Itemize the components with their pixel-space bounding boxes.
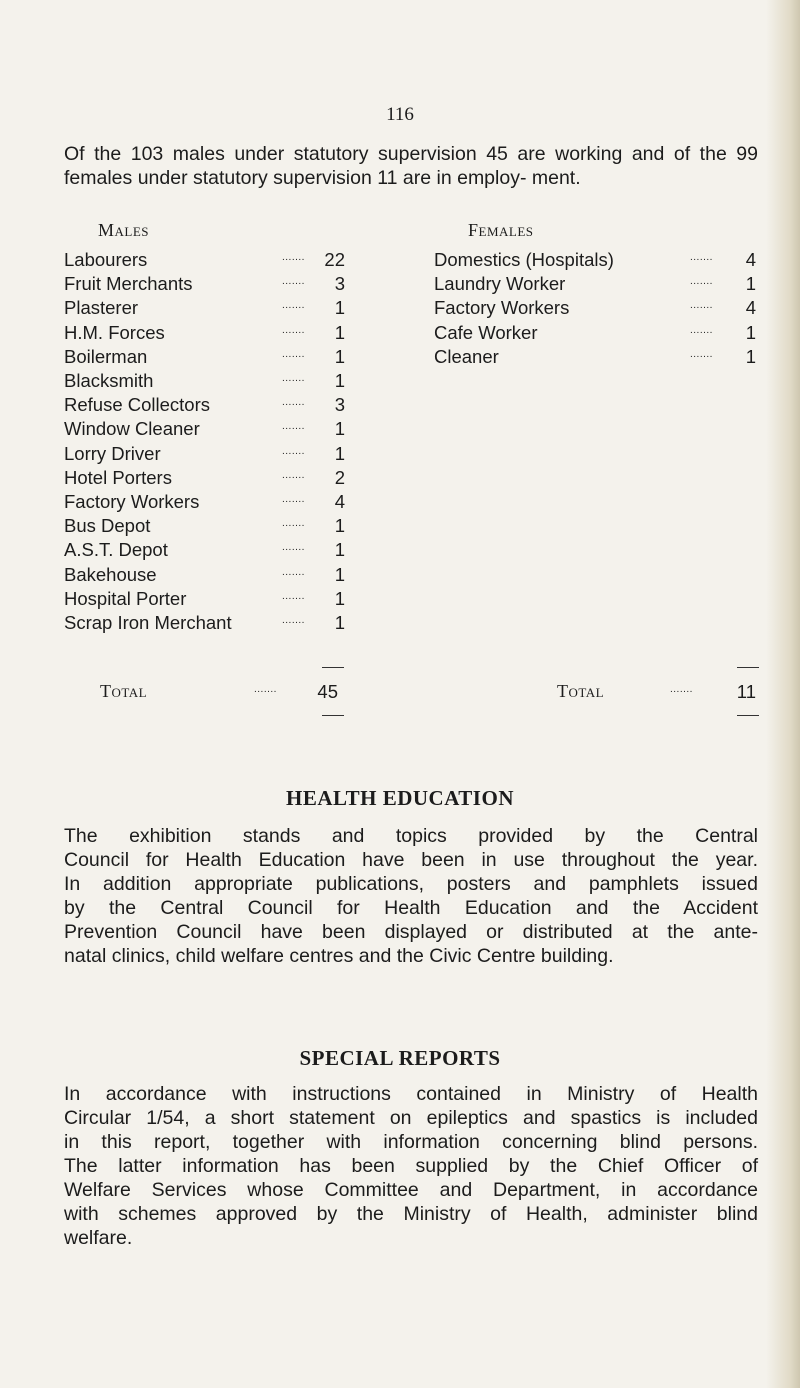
paragraph-line: Welfare Services whose Committee and Department, in accordance xyxy=(64,1179,758,1201)
paragraph-line: welfare. xyxy=(64,1227,133,1249)
males-total-label: Total xyxy=(100,681,148,701)
females-row xyxy=(434,297,764,319)
dot-leader: ....... xyxy=(282,566,305,578)
males-row xyxy=(64,418,364,440)
count-value: 1 xyxy=(334,370,345,391)
page-edge-shadow xyxy=(766,0,800,1388)
males-heading: Males xyxy=(98,220,150,240)
intro-paragraph: Of the 103 males under statutory supervision 45 are working and of the 99 females under statutory supervision 11 are in employ- ment. xyxy=(64,143,758,189)
males-row xyxy=(64,249,364,271)
paragraph-line: natal clinics, child welfare centres and the Civic Centre building. xyxy=(64,945,614,967)
paragraph-line: In addition appropriate publications, posters and pamphlets issued xyxy=(64,873,758,895)
paragraph-line: in this report, together with information concerning blind persons. xyxy=(64,1131,758,1153)
females-total-rule-top xyxy=(737,667,759,668)
paragraph-line: with schemes approved by the Ministry of Health, administer blind xyxy=(64,1203,758,1225)
count-value: 1 xyxy=(745,273,756,295)
count-value: 1 xyxy=(334,515,345,537)
occupation-label: Factory Workers xyxy=(434,297,570,319)
females-row xyxy=(434,322,764,344)
occupation-label: Domestics (Hospitals) xyxy=(434,249,614,270)
occupation-label: Factory Workers xyxy=(64,491,200,512)
females-total-value: 11 xyxy=(736,681,756,702)
occupation-label: Hotel Porters xyxy=(64,466,172,488)
males-total-value: 45 xyxy=(317,681,338,702)
dot-leader: ....... xyxy=(282,542,305,554)
females-total-row xyxy=(666,681,766,703)
males-row xyxy=(64,564,364,586)
dot-leader: ....... xyxy=(282,324,305,336)
males-row xyxy=(64,273,364,295)
dot-leader: ....... xyxy=(282,348,305,360)
special-reports-heading: SPECIAL REPORTS xyxy=(299,1046,501,1070)
males-row xyxy=(64,322,364,344)
count-value: 1 xyxy=(334,321,345,343)
occupation-label: Bakehouse xyxy=(64,563,157,585)
count-value: 22 xyxy=(324,249,345,270)
paragraph-line: Prevention Council have been displayed or distributed at the ante- xyxy=(64,921,758,943)
females-row xyxy=(434,346,764,368)
occupation-label: Scrap Iron Merchant xyxy=(64,612,232,633)
males-total-rule-bottom xyxy=(322,715,344,716)
occupation-label: Hospital Porter xyxy=(64,587,187,609)
females-row xyxy=(434,273,764,295)
males-row xyxy=(64,612,364,634)
dot-leader: ....... xyxy=(282,494,305,505)
paragraph-line: In accordance with instructions contained in Ministry of Health xyxy=(64,1083,758,1105)
males-row xyxy=(64,539,364,561)
males-row xyxy=(64,370,364,392)
count-value: 4 xyxy=(745,249,756,270)
dot-leader: ....... xyxy=(282,518,305,530)
dot-leader: ....... xyxy=(690,300,713,312)
occupation-label: Boilerman xyxy=(64,345,148,367)
occupation-label: Plasterer xyxy=(64,297,139,319)
count-value: 2 xyxy=(334,466,345,488)
dot-leader: ....... xyxy=(690,348,713,360)
males-row xyxy=(64,346,364,368)
count-value: 4 xyxy=(334,491,345,512)
occupation-label: Cafe Worker xyxy=(434,321,538,343)
paragraph-line: Council for Health Education have been in use throughout the year. xyxy=(64,849,758,871)
females-total-leader: ....... xyxy=(670,684,693,695)
count-value: 1 xyxy=(334,442,345,464)
count-value: 1 xyxy=(745,345,756,367)
dot-leader: ....... xyxy=(282,397,305,409)
occupation-label: Refuse Collectors xyxy=(64,394,211,416)
females-heading: Females xyxy=(468,220,534,240)
count-value: 1 xyxy=(334,418,345,440)
count-value: 1 xyxy=(334,563,345,585)
count-value: 1 xyxy=(334,612,345,633)
count-value: 1 xyxy=(745,321,756,343)
count-value: 4 xyxy=(745,297,756,319)
count-value: 1 xyxy=(334,587,345,609)
dot-leader: ....... xyxy=(282,276,305,288)
occupation-label: Bus Depot xyxy=(64,515,151,537)
paragraph-line: The exhibition stands and topics provided by the Central xyxy=(64,825,758,847)
paragraph-line: The latter information has been supplied by the Chief Officer of xyxy=(64,1155,758,1177)
page-number: 116 xyxy=(386,104,414,125)
occupation-label: Lorry Driver xyxy=(64,442,161,464)
males-row xyxy=(64,491,364,513)
females-total-rule-bottom xyxy=(737,715,759,716)
health-education-paragraph xyxy=(64,824,758,968)
count-value: 1 xyxy=(334,297,345,319)
dot-leader: ....... xyxy=(282,469,305,481)
males-total-row xyxy=(254,681,354,703)
count-value: 1 xyxy=(334,345,345,367)
occupation-label: Blacksmith xyxy=(64,370,154,391)
females-row xyxy=(434,249,764,271)
occupation-label: A.S.T. Depot xyxy=(64,539,168,561)
dot-leader: ....... xyxy=(282,421,305,433)
special-reports-paragraph xyxy=(64,1082,758,1250)
paragraph-line: by the Central Council for Health Education and the Accident xyxy=(64,897,758,919)
males-row xyxy=(64,297,364,319)
dot-leader: ....... xyxy=(282,252,305,263)
occupation-label: Fruit Merchants xyxy=(64,273,193,295)
occupation-label: Laundry Worker xyxy=(434,273,566,295)
occupation-label: H.M. Forces xyxy=(64,321,165,343)
males-row xyxy=(64,467,364,489)
paragraph-line: Circular 1/54, a short statement on epileptics and spastics is included xyxy=(64,1107,758,1129)
males-row xyxy=(64,443,364,465)
count-value: 3 xyxy=(334,394,345,416)
males-total-leader: ....... xyxy=(254,684,277,695)
males-row xyxy=(64,515,364,537)
health-education-heading: HEALTH EDUCATION xyxy=(286,786,514,810)
males-total-rule-top xyxy=(322,667,344,668)
females-total-label: Total xyxy=(557,681,605,701)
dot-leader: ....... xyxy=(690,252,713,263)
dot-leader: ....... xyxy=(690,276,713,288)
males-row xyxy=(64,588,364,610)
males-row xyxy=(64,394,364,416)
count-value: 1 xyxy=(334,539,345,561)
dot-leader: ....... xyxy=(282,300,305,312)
dot-leader: ....... xyxy=(282,615,305,626)
dot-leader: ....... xyxy=(690,324,713,336)
occupation-label: Window Cleaner xyxy=(64,418,200,440)
occupation-label: Labourers xyxy=(64,249,148,270)
dot-leader: ....... xyxy=(282,590,305,602)
dot-leader: ....... xyxy=(282,373,305,384)
count-value: 3 xyxy=(334,273,345,295)
occupation-label: Cleaner xyxy=(434,345,499,367)
dot-leader: ....... xyxy=(282,445,305,457)
